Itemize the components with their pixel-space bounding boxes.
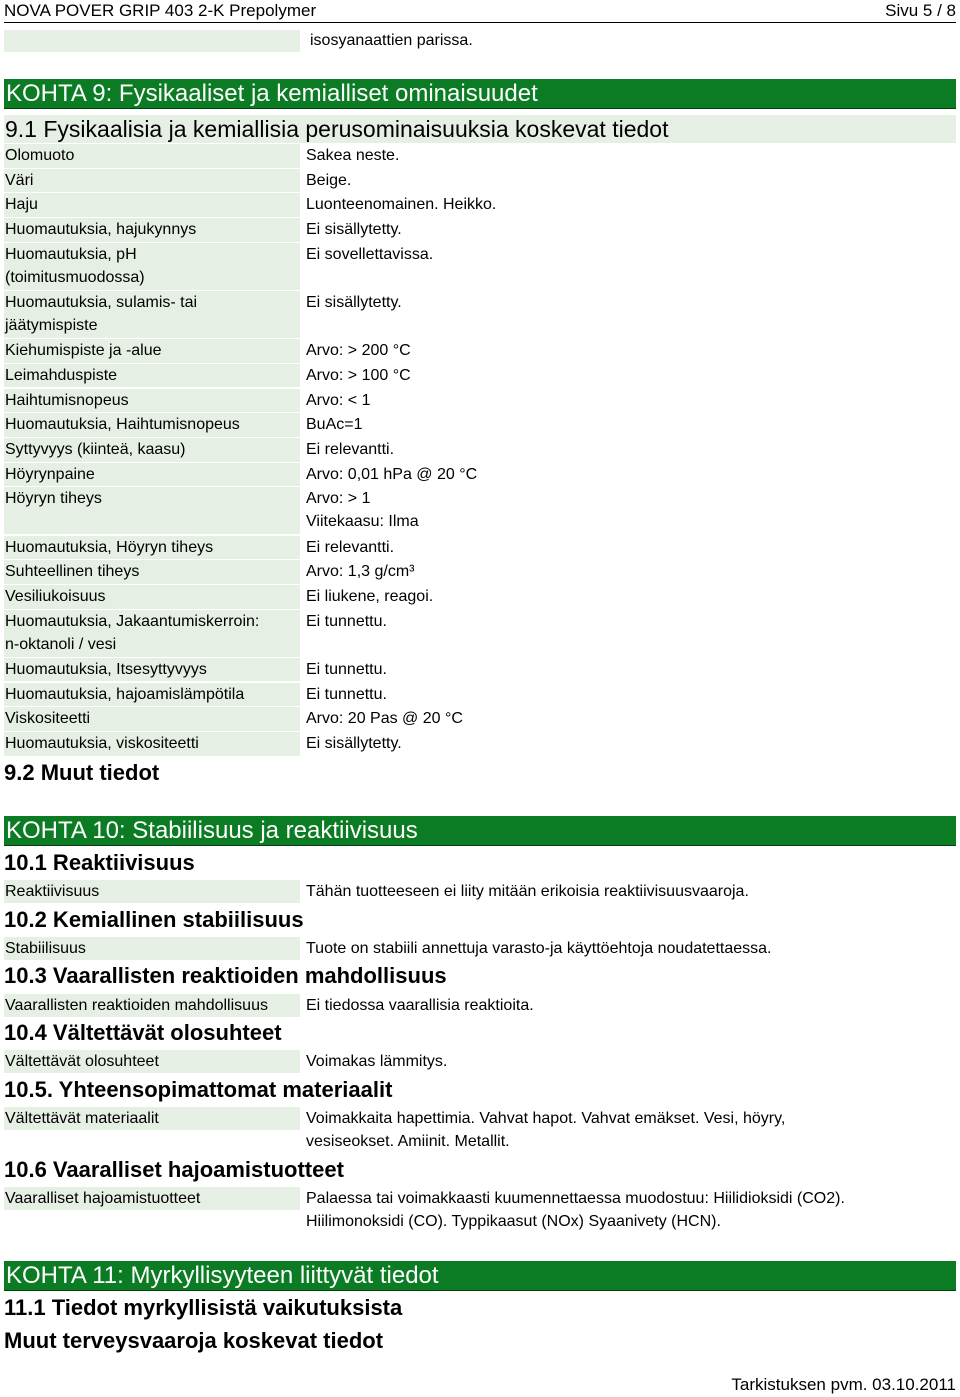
- property-value: Arvo: > 1 Viitekaasu: Ilma: [306, 490, 419, 531]
- document-title: NOVA POVER GRIP 403 2-K Prepolymer: [4, 1, 317, 20]
- property-label: Haju: [4, 193, 300, 217]
- property-row: [4, 658, 956, 682]
- subsection-10-5-title: 10.5. Yhteensopimattomat materiaalit: [4, 1077, 393, 1102]
- property-label: Huomautuksia, hajoamislämpötila: [4, 683, 300, 707]
- property-row: [4, 463, 956, 487]
- property-label-cell: [4, 30, 300, 52]
- property-label: Höyrynpaine: [4, 463, 300, 487]
- section-10-title: KOHTA 10: Stabiilisuus ja reaktiivisuus: [4, 816, 956, 846]
- property-value: Beige.: [306, 171, 352, 189]
- property-value: Ei sisällytetty.: [306, 735, 402, 752]
- property-value: Ei tunnettu.: [306, 685, 387, 703]
- property-label: Haihtumisnopeus: [4, 389, 300, 413]
- property-value: Ei liukene, reagoi.: [306, 588, 434, 605]
- property-row: [4, 536, 956, 560]
- property-label: Huomautuksia, Höyryn tiheys: [4, 536, 300, 560]
- subsection-10-4-title: 10.4 Vältettävät olosuhteet: [4, 1020, 282, 1045]
- property-row: [4, 438, 956, 462]
- property-label: Viskositeetti: [4, 707, 300, 731]
- property-label: Vältettävät materiaalit: [4, 1107, 300, 1130]
- property-label: Reaktiivisuus: [4, 880, 300, 903]
- property-value: Ei tunnettu.: [306, 612, 387, 630]
- property-label: Kiehumispiste ja -alue: [4, 339, 300, 363]
- property-value: Ei relevantti.: [306, 538, 395, 556]
- subsection-10-2-title: 10.2 Kemiallinen stabiilisuus: [4, 907, 304, 932]
- property-value: Tähän tuotteeseen ei liity mitään erikoisia reaktiivisuusvaaroja.: [306, 883, 749, 900]
- property-row: [4, 291, 956, 338]
- revision-date: Tarkistuksen pvm. 03.10.2011: [731, 1375, 956, 1394]
- section-11-title: KOHTA 11: Myrkyllisyyteen liittyvät tiedot: [4, 1261, 956, 1291]
- property-value: Ei sisällytetty.: [306, 294, 402, 311]
- property-label: Vaaralliset hajoamistuotteet: [4, 1187, 300, 1210]
- property-value: Arvo: 20 Pas @ 20 °C: [306, 710, 463, 728]
- section-9-title: KOHTA 9: Fysikaaliset ja kemialliset ominaisuudet: [4, 79, 956, 109]
- page-header: [4, 0, 956, 23]
- property-row: [4, 144, 956, 168]
- property-value: Ei sovellettavissa.: [306, 245, 434, 263]
- property-label: Huomautuksia, hajukynnys: [4, 218, 300, 242]
- property-value: Ei sisällytetty.: [306, 221, 402, 239]
- property-value: isosyanaattien parissa.: [310, 32, 473, 49]
- property-row: [4, 560, 956, 584]
- property-value: Arvo: > 100 °C: [306, 366, 411, 384]
- subsection-10-1-title: 10.1 Reaktiivisuus: [4, 850, 195, 875]
- property-value: Tuote on stabiili annettuja varasto-ja käyttöehtoja noudatettaessa.: [306, 940, 772, 957]
- previous-property-row: [4, 30, 956, 52]
- subsection-10-3-title: 10.3 Vaarallisten reaktioiden mahdollisuus: [4, 963, 447, 988]
- property-row: [4, 585, 956, 609]
- property-label: Huomautuksia, viskositeetti: [4, 732, 300, 756]
- subsection-11-1-title: 11.1 Tiedot myrkyllisistä vaikutuksista: [4, 1295, 403, 1320]
- subsection-11-heading: Muut terveysvaaroja koskevat tiedot: [4, 1328, 384, 1353]
- property-label: Vaarallisten reaktioiden mahdollisuus: [4, 994, 300, 1017]
- property-row: [4, 707, 956, 731]
- page-number: Sivu 5 / 8: [885, 1, 956, 20]
- property-label: Syttyvyys (kiinteä, kaasu): [4, 438, 300, 462]
- property-row: [4, 413, 956, 437]
- property-label: Väri: [4, 169, 300, 193]
- property-label: Suhteellinen tiheys: [4, 560, 300, 584]
- property-label: Olomuoto: [4, 144, 300, 168]
- property-row: [4, 610, 956, 657]
- property-value: Arvo: 1,3 g/cm³: [306, 563, 415, 581]
- property-label: Leimahduspiste: [4, 364, 300, 388]
- property-label: Huomautuksia, sulamis- tai jäätymispiste: [4, 291, 300, 338]
- subsection-10-6-title: 10.6 Vaaralliset hajoamistuotteet: [4, 1157, 344, 1182]
- property-value: Palaessa tai voimakkaasti kuumennettaessa muodostuu: Hiilidioksidi (CO2). Hiilimonoksidi (CO). Typpikaasut (NOx) Syaanivety (HCN).: [306, 1190, 845, 1230]
- property-label: Vesiliukoisuus: [4, 585, 300, 609]
- property-row: [4, 339, 956, 363]
- property-value: Voimakkaita hapettimia. Vahvat hapot. Vahvat emäkset. Vesi, höyry, vesiseokset. Amiinit. Metallit.: [306, 1110, 786, 1150]
- property-row: [4, 218, 956, 242]
- property-row: [4, 732, 956, 756]
- property-value: Luonteenomainen. Heikko.: [306, 196, 497, 214]
- property-value: BuAc=1: [306, 416, 363, 434]
- property-row: [4, 169, 956, 193]
- subsection-9-2-title: 9.2 Muut tiedot: [4, 760, 160, 785]
- property-value: Ei tiedossa vaarallisia reaktioita.: [306, 997, 534, 1014]
- property-row: [4, 364, 956, 388]
- property-label: Huomautuksia, pH (toimitusmuodossa): [4, 243, 300, 290]
- property-row: [4, 389, 956, 413]
- property-value: Sakea neste.: [306, 147, 400, 164]
- property-row: [4, 487, 956, 534]
- property-label: Huomautuksia, Itsesyttyvyys: [4, 658, 300, 682]
- property-row: [4, 683, 956, 707]
- property-value: Ei relevantti.: [306, 441, 395, 458]
- subsection-9-1-title: 9.1 Fysikaalisia ja kemiallisia perusominaisuuksia koskevat tiedot: [4, 115, 956, 143]
- property-label: Huomautuksia, Jakaantumiskerroin: n-oktanoli / vesi: [4, 610, 300, 657]
- property-value: Voimakas lämmitys.: [306, 1053, 448, 1070]
- property-label: Huomautuksia, Haihtumisnopeus: [4, 413, 300, 437]
- property-value: Arvo: 0,01 hPa @ 20 °C: [306, 465, 478, 483]
- property-value: Arvo: < 1: [306, 391, 371, 409]
- property-label: Vältettävät olosuhteet: [4, 1050, 300, 1073]
- property-label: Stabiilisuus: [4, 937, 300, 960]
- property-row: [4, 193, 956, 217]
- property-value: Arvo: > 200 °C: [306, 342, 411, 360]
- property-row: [4, 243, 956, 290]
- property-value: Ei tunnettu.: [306, 660, 387, 678]
- property-label: Höyryn tiheys: [4, 487, 300, 534]
